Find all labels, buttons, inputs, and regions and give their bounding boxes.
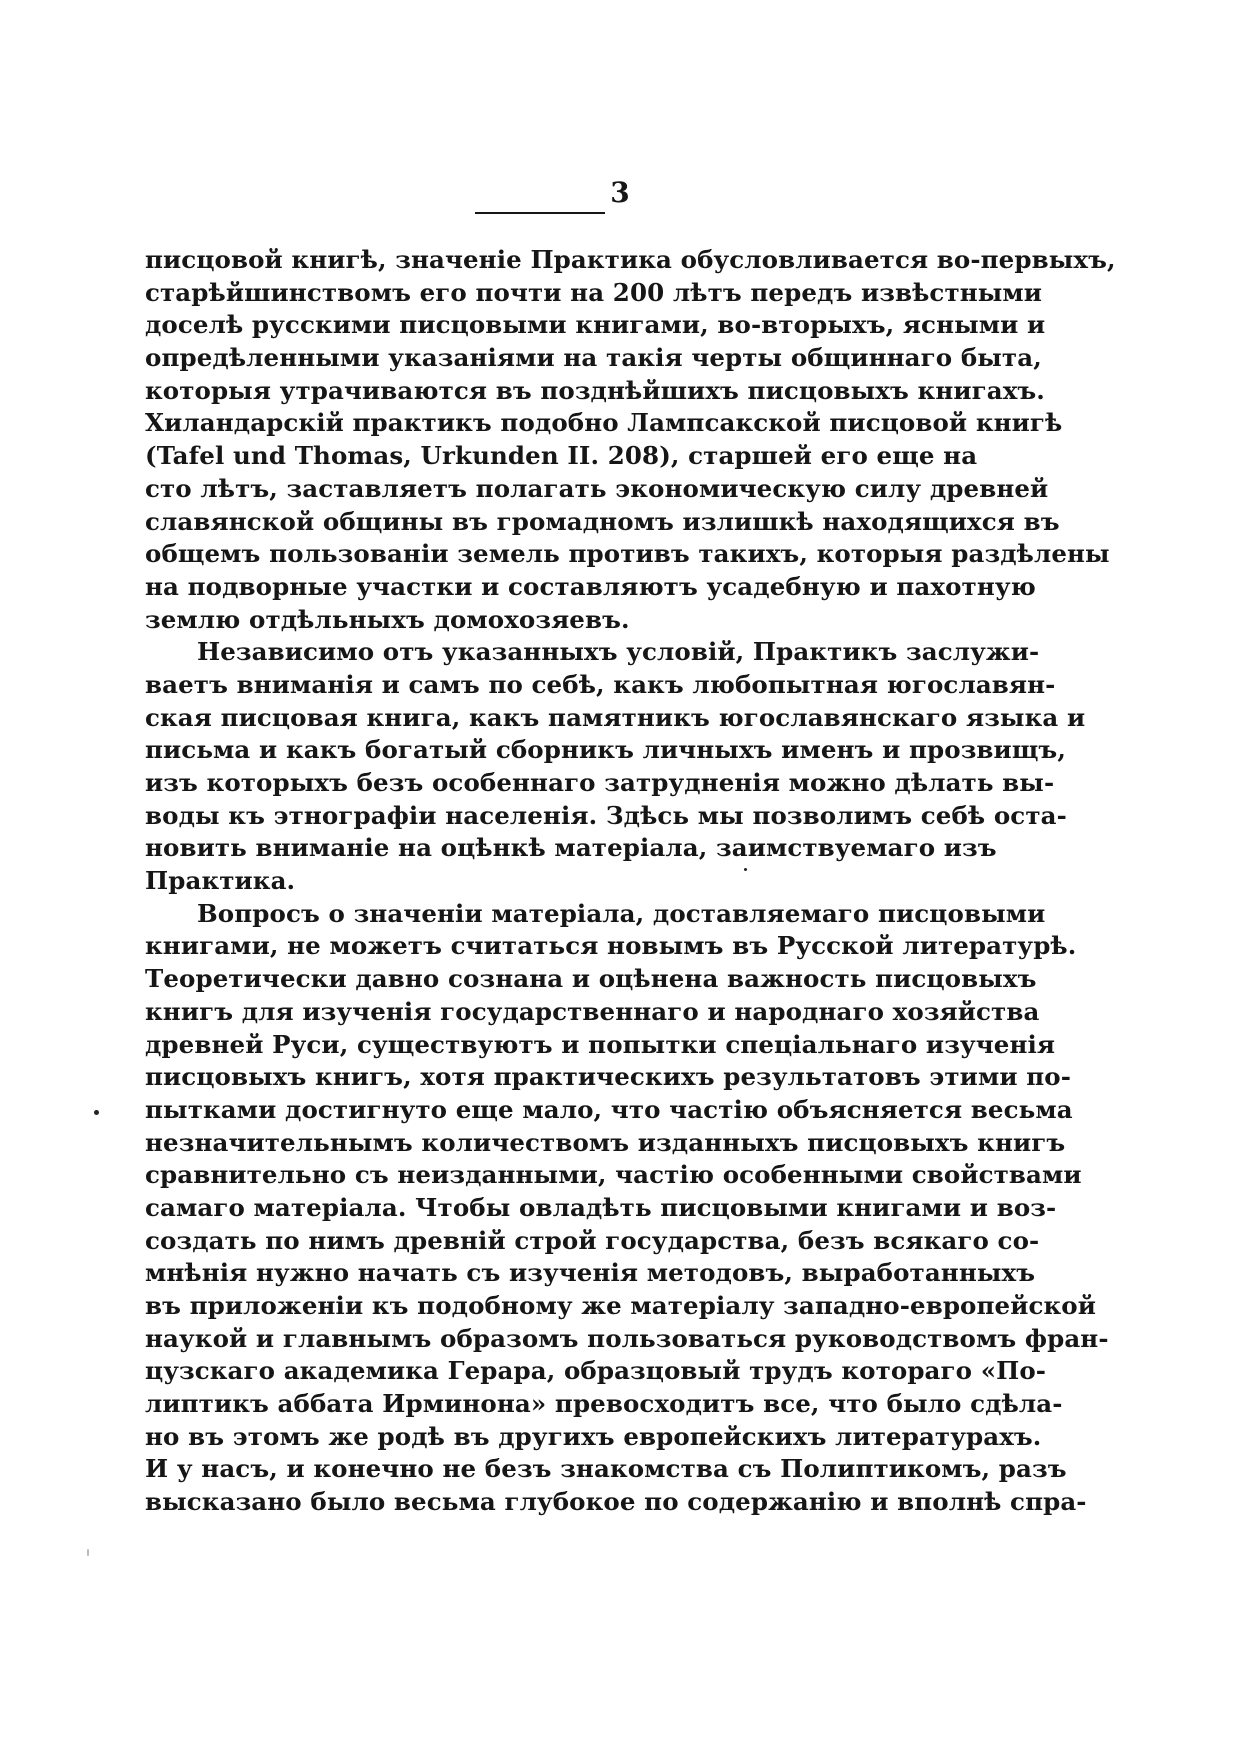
text-line: старѣйшинствомъ его почти на 200 лѣтъ передъ извѣстными [145,277,1043,307]
text-line: на подворные участки и составляютъ усадебную и пахотную [145,571,1036,601]
text-line: пытками достигнуто еще мало, что частію объясняется весьма [145,1094,1073,1124]
text-line: незначительнымъ количествомъ изданныхъ писцовыхъ книгъ [145,1127,1066,1157]
text-line: И у насъ, и конечно не безъ знакомства съ Полиптикомъ, разъ [145,1454,1067,1484]
text-line: сравнительно съ неизданными, частію особенными свойствами [145,1160,1082,1190]
text-line: Теоретически давно сознана и оцѣнена важность писцовыхъ [145,964,1037,994]
text-line: ская писцовая книга, какъ памятникъ югославянскаго языка и [145,702,1086,732]
text-line: ваетъ вниманія и самъ по себѣ, какъ любопытная югославян- [145,669,1056,699]
text-line: писцовой книгѣ, значеніе Практика обусловливается во-первыхъ, [145,245,1116,274]
text-line: общемъ пользованіи земель противъ такихъ, которыя раздѣлены [145,539,1110,569]
text-line: доселѣ русскими писцовыми книгами, во-вторыхъ, ясными и [145,310,1046,340]
text-line: воды къ этнографіи населенія. Здѣсь мы позволимъ себѣ оста- [145,800,1067,830]
text-line: сто лѣтъ, заставляетъ полагать экономическую силу древней [145,473,1049,503]
text-line: самаго матеріала. Чтобы овладѣть писцовыми книгами и воз- [145,1192,1057,1222]
scan-speck [94,1110,99,1115]
text-line: которыя утрачиваются въ позднѣйшихъ писцовыхъ книгахъ. [145,375,1045,405]
scan-speck [87,1549,89,1556]
text-line: цузскаго академика Герара, образцовый трудъ котораго «По- [145,1356,1047,1386]
paragraph-continued [145,244,1116,636]
paragraph-praktik [145,636,1086,898]
scan-speck [744,868,747,871]
text-line: наукой и главнымъ образомъ пользоваться руководствомъ фран- [145,1323,1109,1353]
text-line: Независимо отъ указанныхъ условій, Практикъ заслужи- [197,637,1040,667]
text-line: Практика. [145,866,296,896]
text-line: въ приложеніи къ подобному же матеріалу западно-европейской [145,1291,1097,1320]
text-line: письма и какъ богатый сборникъ личныхъ именъ и прозвищъ, [145,735,1066,765]
paragraph-question [145,898,1109,1519]
text-line: славянской общины въ громадномъ излишкѣ находящихся въ [145,506,1060,536]
text-line: создать по нимъ древній строй государства, безъ всякаго со- [145,1225,1040,1255]
text-line: книгами, не можетъ считаться новымъ въ Русской литературѣ. [145,931,1077,961]
text-line: книгъ для изученія государственнаго и народнаго хозяйства [145,996,1040,1026]
text-line: опредѣленными указаніями на такія черты общиннаго быта, [145,343,1042,373]
text-line: Хиландарскій практикъ подобно Лампсакской писцовой книгѣ [145,408,1063,438]
text-line: липтикъ аббата Ирминона» превосходитъ все, что было сдѣла- [145,1389,1063,1419]
text-line: землю отдѣльныхъ домохозяевъ. [145,604,630,634]
text-line: высказано было весьма глубокое по содержанію и вполнѣ спра- [145,1487,1087,1517]
text-line: но въ этомъ же родѣ въ другихъ европейскихъ литературахъ. [145,1421,1042,1451]
text-line: мнѣнія нужно начать съ изученія методовъ, выработанныхъ [145,1258,1036,1288]
page-number: 3 [610,176,630,209]
text-line: писцовыхъ книгъ, хотя практическихъ результатовъ этими по- [145,1062,1071,1092]
body-text [145,244,1116,1519]
text-line: Вопросъ о значеніи матеріала, доставляемаго писцовыми [197,898,1046,928]
page-number-rule [475,212,605,214]
text-line: изъ которыхъ безъ особеннаго затрудненія можно дѣлать вы- [145,768,1055,797]
text-line: (Tafel und Thomas, Urkunden II. 208), старшей его еще на [145,441,978,471]
text-line: древней Руси, существуютъ и попытки спеціальнаго изученія [145,1029,1056,1059]
text-line: новить вниманіе на оцѣнкѣ матеріала, заимствуемаго изъ [145,833,997,863]
